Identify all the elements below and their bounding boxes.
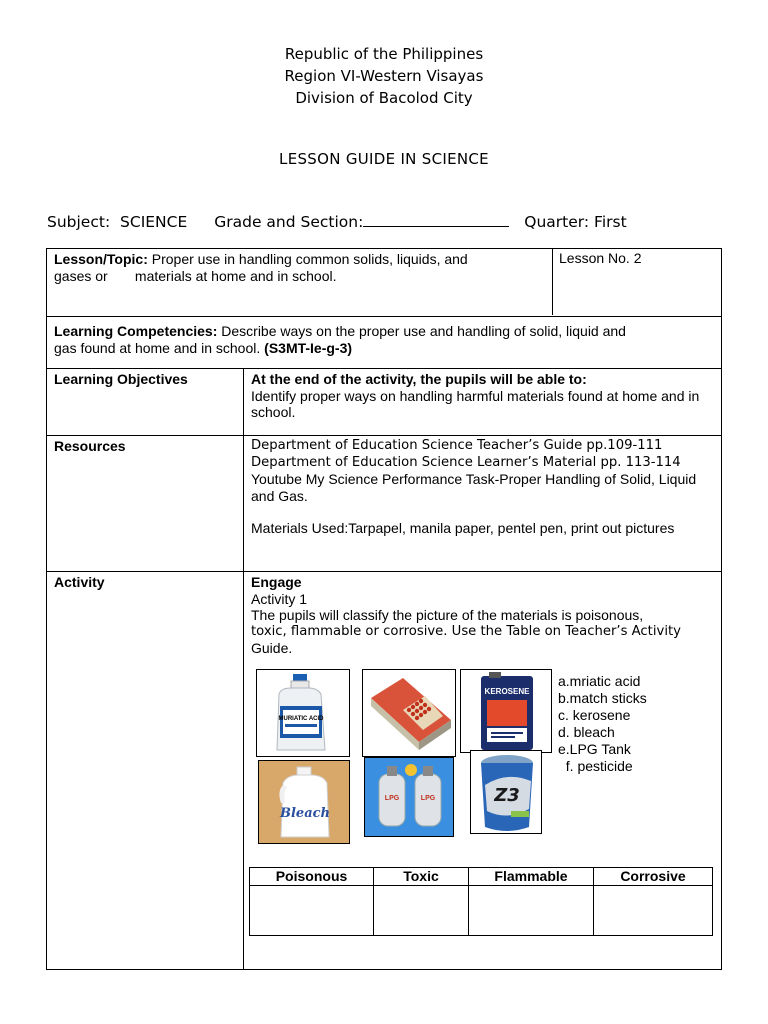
muriatic-acid-picture [256, 669, 350, 757]
subject-line [47, 213, 737, 231]
header-line-2: Region VI-Western Visayas [284, 67, 484, 85]
resources-row [47, 436, 722, 572]
classification-answer-row [250, 886, 713, 936]
resource-youtube: Youtube My Science Performance Task-Proper Handling of Solid, Liquid and Gas. [251, 471, 697, 504]
lesson-topic-cell [47, 249, 722, 317]
classification-table [249, 867, 713, 936]
objectives-text: Identify proper ways on handling harmful materials found at home and in school. [251, 387, 700, 420]
answer-corrosive[interactable] [594, 886, 713, 936]
resource-teachers-guide: Department of Education Science Teacher’s Guide pp.109-111 [251, 438, 663, 453]
document-header [0, 43, 768, 109]
competencies-text-1: Describe ways on the proper use and handling of solid, liquid and [221, 323, 626, 339]
lpg-label-text-2: LPG [420, 795, 436, 802]
topic-text-1: Proper use in handling common solids, liquids, and [151, 251, 468, 267]
resources-label-cell [47, 436, 244, 572]
header-poisonous: Poisonous [250, 868, 374, 886]
activity-content-cell [244, 572, 722, 970]
activity-label: Activity [54, 574, 105, 590]
pesticide-label-text: Z3 [494, 785, 520, 806]
lesson-topic-row [47, 249, 722, 317]
subject-value: SCIENCE [120, 213, 188, 231]
quarter-value: First [594, 213, 627, 231]
competencies-cell [47, 317, 722, 369]
header-toxic: Toxic [374, 868, 469, 886]
legend-item-f: f. pesticide [558, 758, 633, 774]
header-corrosive: Corrosive [594, 868, 713, 886]
lpg-tank-picture [364, 757, 454, 837]
bleach-picture [258, 760, 350, 844]
objectives-row [47, 369, 722, 436]
activity-instruction-3: Guide. [251, 640, 293, 656]
lesson-number: Lesson No. 2 [559, 250, 642, 266]
quarter-label: Quarter: [524, 213, 590, 231]
grade-label: Grade and Section: [214, 213, 364, 231]
activity-label-cell [47, 572, 244, 970]
kerosene-label-text: KEROSENE [484, 687, 530, 696]
competency-code: (S3MT-Ie-g-3) [264, 339, 353, 356]
activity-row [47, 572, 722, 970]
bleach-label-text: Bleach [280, 806, 330, 821]
legend-item-e: e.LPG Tank [558, 741, 631, 757]
competencies-text-2: gas found at home and in school. [54, 339, 261, 356]
muriatic-label-text: MURIATIC ACID [278, 716, 324, 722]
objectives-heading: At the end of the activity, the pupils will be able to: [251, 371, 587, 387]
classification-header-row [250, 868, 713, 886]
lpg-label-text-1: LPG [384, 795, 400, 802]
engage-heading: Engage [251, 574, 302, 590]
activity-instruction-1: The pupils will classify the picture of the materials is poisonous, [251, 607, 644, 623]
competencies-label: Learning Competencies: [54, 323, 218, 339]
answer-flammable[interactable] [469, 886, 594, 936]
resources-content-cell [244, 436, 722, 572]
header-line-1: Republic of the Philippines [284, 45, 484, 63]
lesson-table [46, 248, 722, 970]
header-flammable: Flammable [469, 868, 594, 886]
answer-toxic[interactable] [374, 886, 469, 936]
guide-title: LESSON GUIDE IN SCIENCE [279, 150, 489, 168]
objectives-label: Learning Objectives [54, 371, 188, 387]
objectives-content-cell [244, 369, 722, 436]
kerosene-picture [460, 669, 552, 753]
pesticide-picture [470, 750, 542, 834]
engage-section [244, 574, 721, 969]
activity-instruction-2: toxic, flammable or corrosive. Use the Table on Teacher’s Activity [251, 623, 681, 639]
match-sticks-picture [362, 669, 456, 757]
activity-number: Activity 1 [251, 590, 308, 607]
resource-learners-material: Department of Education Science Learner’s Material pp. 113-114 [251, 454, 681, 470]
grade-blank [363, 215, 509, 227]
topic-text-2: gases or materials at home and in school. [54, 267, 337, 284]
objectives-label-cell [47, 369, 244, 436]
resources-label: Resources [54, 438, 126, 454]
resource-materials-used: Materials Used:Tarpapel, manila paper, pentel pen, print out pictures [251, 520, 675, 536]
legend-item-d: d. bleach [558, 724, 615, 740]
header-line-3: Division of Bacolod City [295, 89, 473, 107]
legend-item-c: c. kerosene [558, 707, 631, 723]
materials-legend [558, 673, 647, 775]
competencies-row [47, 317, 722, 369]
answer-poisonous[interactable] [250, 886, 374, 936]
subject-label: Subject: [47, 213, 111, 231]
legend-item-b: b.match sticks [558, 690, 647, 706]
legend-item-a: a.mriatic acid [558, 673, 641, 689]
topic-label: Lesson/Topic: [54, 251, 148, 267]
